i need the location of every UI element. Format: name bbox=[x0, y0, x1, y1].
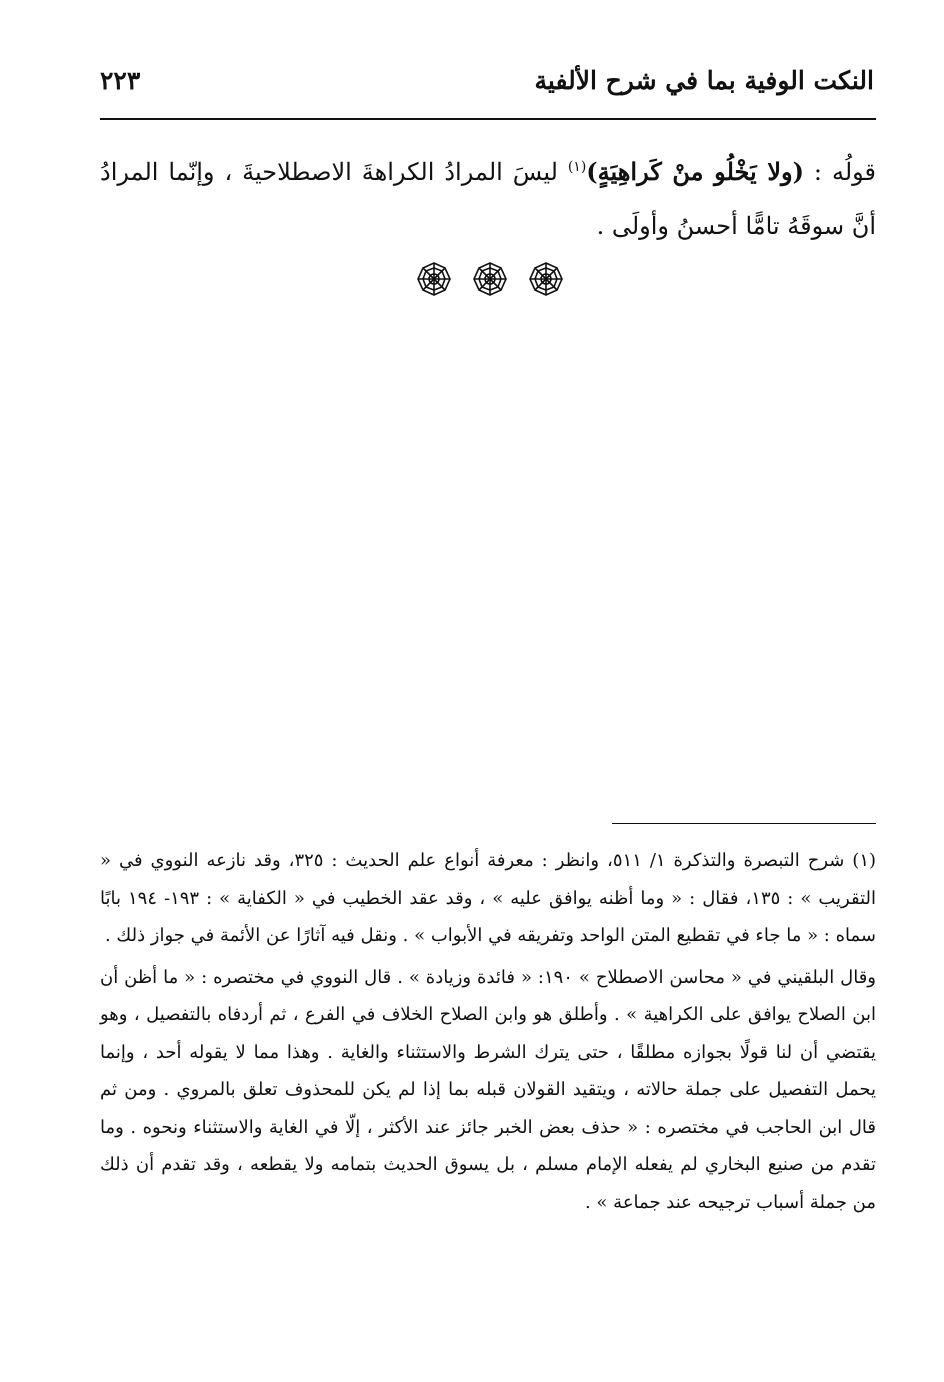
footnote-rule bbox=[612, 823, 876, 824]
running-title: النكت الوفية بما في شرح الألفية bbox=[534, 66, 874, 95]
footnote-reference: (١) bbox=[567, 159, 587, 175]
footnote-1: (١) شرح التبصرة والتذكرة ١/ ٥١١، وانظر : معرفة أنواع علم الحديث : ٣٢٥، وقد نازعه النووي في « التقريب » : ١٣٥، فقال : « وما أظنه يوافق عليه » ، وقد عقد الخطيب في « الكفاية » : ١٩٣- ١٩٤ بابًا سماه : « ما جاء في تقطيع المتن الواحد وتفريقه في الأبواب » . ونقل فيه آثارًا عن الأئمة في جواز ذلك . bbox=[100, 850, 877, 946]
commentary-lead: قولُه : bbox=[804, 158, 877, 186]
section-ornaments bbox=[0, 262, 944, 296]
page-number: ٢٢٣ bbox=[100, 66, 141, 95]
main-paragraph bbox=[100, 140, 876, 253]
header-rule bbox=[100, 118, 876, 120]
ornament-icon bbox=[529, 262, 563, 296]
ornament-icon bbox=[473, 262, 507, 296]
ornament-icon bbox=[417, 262, 451, 296]
footnote-1-continuation: وقال البلقيني في « محاسن الاصطلاح » ١٩٠: « فائدة وزيادة » . قال النووي في مختصره : « ما أظن أن ابن الصلاح يوافق على الكراهية » . وأطلق هو وابن الصلاح الخلاف في الفرع ، ثم أردفاه بالتفصيل ، وهو يقتضي أن لنا قولًا بجوازه مطلقًا ، حتى يترك الشرط والاستثناء والغاية . وهذا مما لا يقوله أحد ، وإنما يحمل التفصيل على جملة حالاته ، ويتقيد القولان قبله بما إذا لم يكن للمحذوف تعلق بالمروي . ومن ثم قال ابن الحاجب في مختصره : « حذف بعض الخبر جائز عند الأكثر ، إلّا في الغاية والاستثناء ونحوه . وما تقدم من صنيع البخاري لم يفعله الإمام مسلم ، بل يسوق الحديث بتمامه ولا يقطعه ، وقد تقدم أن ذلك من جملة أسباب ترجيحه عند جماعة » . bbox=[100, 966, 876, 1213]
page-header bbox=[100, 66, 876, 114]
commentary-text: ليسَ المرادُ الكراهةَ الاصطلاحيةَ ، وإنّما المرادُ أنَّ سوقَهُ تامًّا أحسنُ وأولَى . bbox=[100, 158, 876, 240]
footnotes bbox=[100, 842, 876, 1221]
quoted-phrase: (ولا يَخْلُو منْ كَراهِيَةٍ) bbox=[586, 157, 804, 186]
